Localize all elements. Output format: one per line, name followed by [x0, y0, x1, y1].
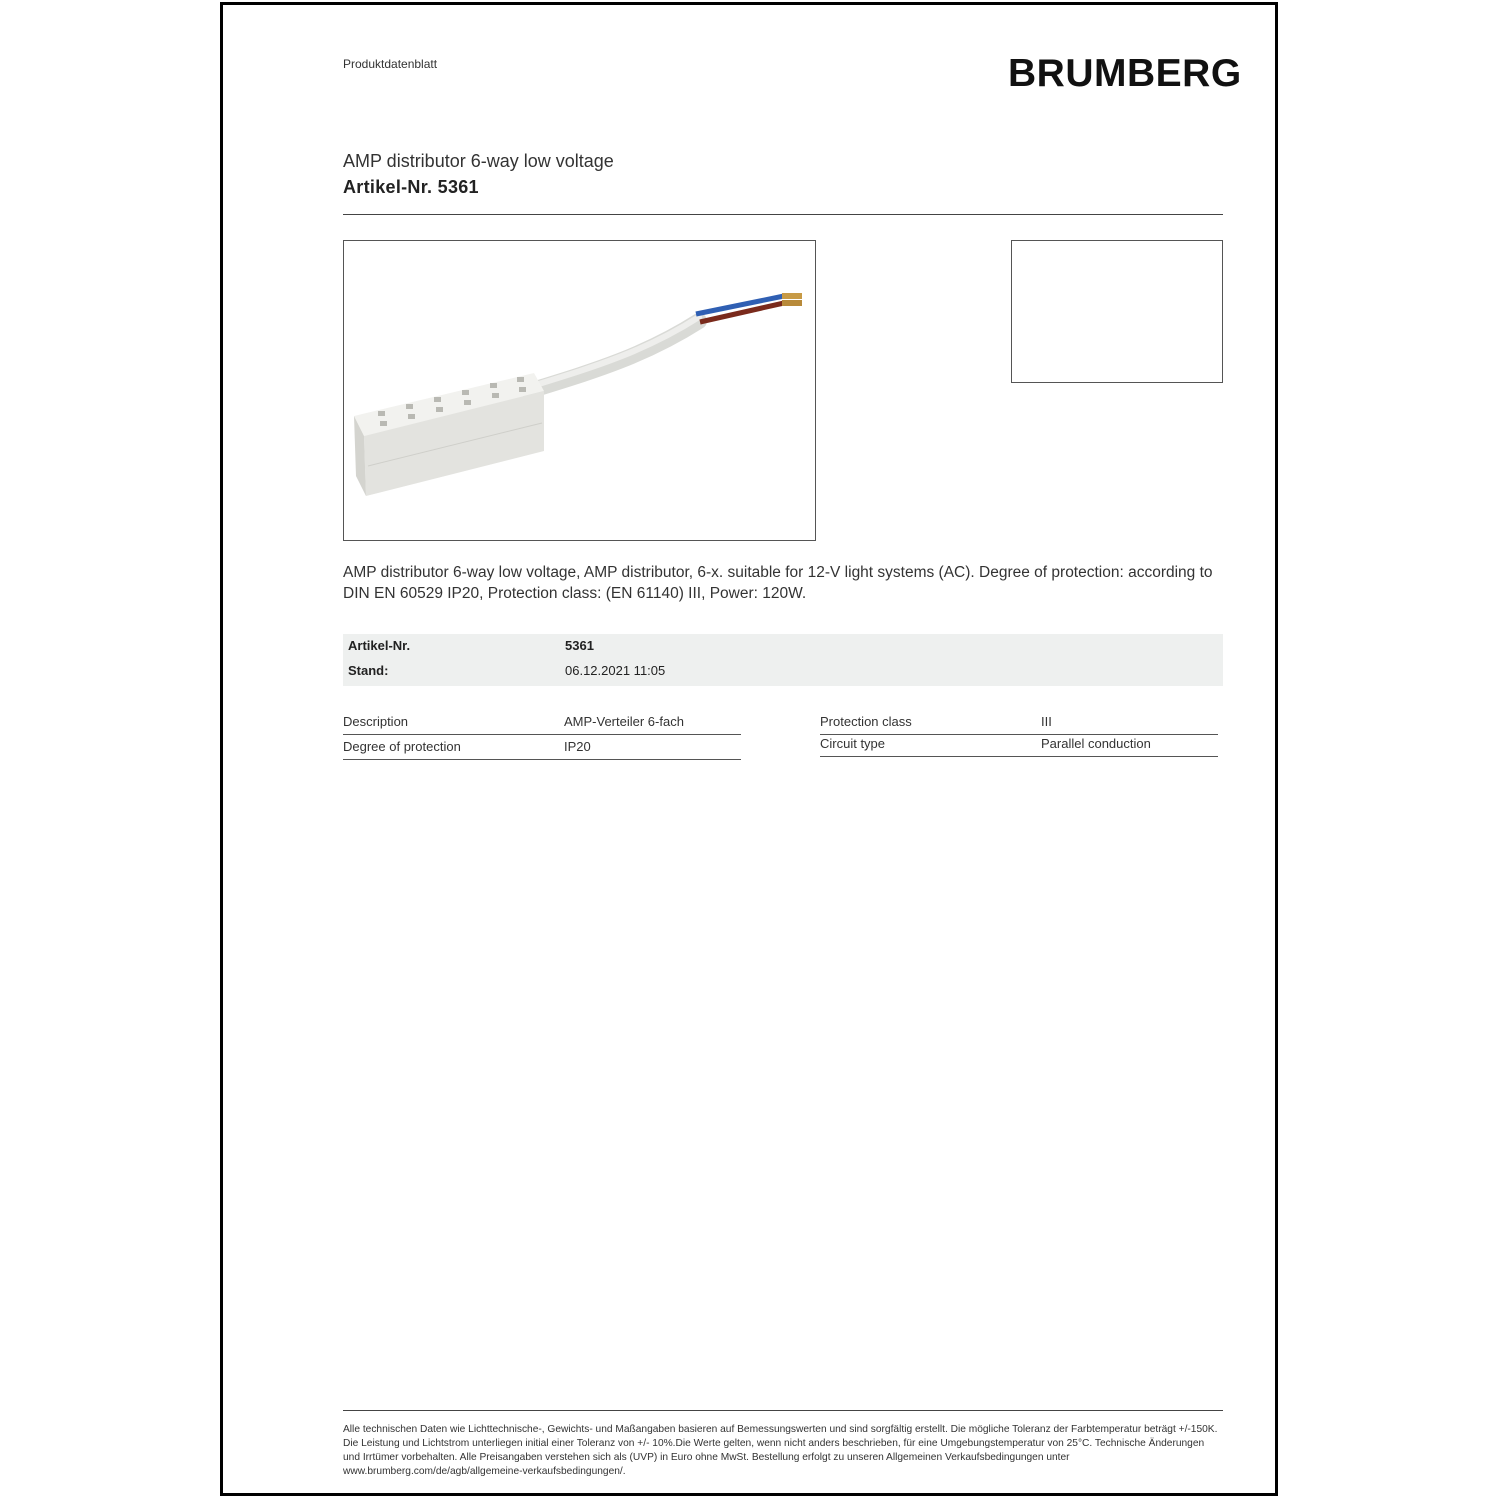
- document-type-label: Produktdatenblatt: [343, 57, 438, 71]
- spec-divider: [820, 734, 1218, 735]
- spec-divider: [820, 756, 1218, 757]
- amp-distributor-illustration: [344, 241, 816, 541]
- info-label: Stand:: [348, 663, 389, 678]
- spec-label: Degree of protection: [343, 739, 461, 754]
- spec-value: III: [1041, 714, 1052, 729]
- spec-label: Circuit type: [820, 736, 886, 751]
- footer-disclaimer: Alle technischen Daten wie Lichttechnische-, Gewichts- und Maßangaben basieren auf Bemessungswerten und sind sorgfältig erstellt. Die mögliche Toleranz der Farbtemperatur beträgt +/-150K. Die Leistung und Lichtstrom unterliegen initial einer Toleranz von +/- 10%.Die Werte gelten, wenn nicht anders beschrieben, für eine Umgebungstemperatur von 25°C. Technische Änderungen und Irrtümer vorbehalten. Alle Preisangaben verstehen sich als (UVP) in Euro ohne MwSt. Bestellung erfolgt zu unseren Allgemeinen Verkaufsbedingungen unter www.brumberg.com/de/agb/allgemeine-verkaufsbedingungen/.: [343, 1424, 1218, 1477]
- spec-label: Description: [343, 714, 409, 729]
- info-value: 06.12.2021 11:05: [565, 663, 666, 678]
- product-image: [343, 240, 816, 541]
- spec-label: Protection class: [820, 714, 912, 729]
- footer-divider: [343, 1410, 1223, 1411]
- spec-divider: [343, 734, 741, 735]
- header-divider: [343, 214, 1223, 215]
- product-title: AMP distributor 6-way low voltage: [343, 151, 614, 171]
- product-icon-box: [1011, 240, 1223, 383]
- article-number-heading: Artikel-Nr. 5361: [343, 177, 479, 197]
- spec-value: Parallel conduction: [1041, 736, 1151, 751]
- spec-divider: [343, 759, 741, 760]
- info-label: Artikel-Nr.: [348, 638, 411, 653]
- spec-value: AMP-Verteiler 6-fach: [564, 714, 684, 729]
- info-value: 5361: [565, 638, 594, 653]
- product-description: AMP distributor 6-way low voltage, AMP distributor, 6-x. suitable for 12-V light systems (AC). Degree of protection: according to DIN EN 60529 IP20, Protection class: (EN 61140) III, Power: 120W.: [343, 564, 1213, 602]
- spec-value: IP20: [564, 739, 591, 754]
- article-info-table: [343, 634, 1223, 686]
- brand-logo: BRUMBERG: [1008, 52, 1242, 95]
